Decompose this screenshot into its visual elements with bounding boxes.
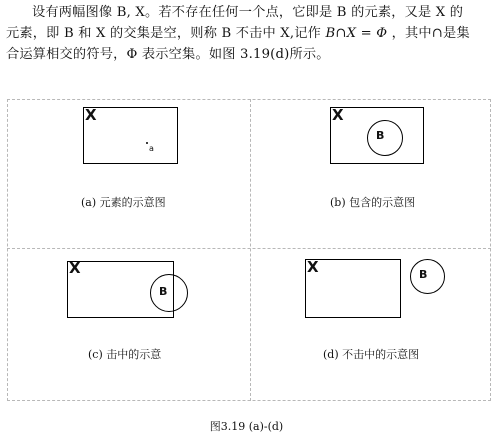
paragraph-line-1	[6, 2, 490, 23]
panel-a-caption: (a) 元素的示意图	[81, 196, 166, 209]
panel-d-caption: (d) 不击中的示意图	[323, 348, 420, 361]
panel-b-caption: (b) 包含的示意图	[330, 196, 416, 209]
panel-d-set-x-label: X	[307, 258, 319, 276]
panel-d-set-b-circle	[410, 259, 445, 294]
paragraph-line-2-tail: ，其中∩是集	[387, 26, 470, 41]
panel-a-set-x-rect	[83, 107, 178, 164]
figure-horizontal-divider	[7, 248, 491, 249]
figure-vertical-divider	[250, 99, 251, 401]
paragraph-line-3	[6, 44, 490, 65]
panel-a-set-x-label: X	[85, 106, 97, 124]
panel-a-point-dot	[146, 142, 148, 144]
paragraph-line-2-text: 元素，即 B 和 X 的交集是空，则称 B 不击中 X,记作	[6, 26, 326, 41]
panel-b-set-x-label: X	[332, 106, 344, 124]
panel-b-set-b-label: B	[376, 129, 385, 142]
panel-b-set-b-circle	[367, 120, 403, 156]
paragraph-line-1-text: 设有两幅图像 B, X。若不存在任何一个点，它即是 B 的元素，又是 X 的	[32, 5, 464, 20]
panel-c-set-x-label: X	[69, 259, 81, 277]
panel-c-set-b-circle	[150, 274, 188, 312]
not-hit-formula: B∩X = Φ	[325, 26, 388, 41]
panel-d-set-x-rect	[305, 259, 401, 318]
paragraph-line-3-text: 合运算相交的符号，Φ 表示空集。如图 3.19(d)所示。	[6, 47, 330, 62]
figure-title: 图3.19 (a)-(d)	[209, 420, 284, 433]
panel-a-point-label: a	[149, 144, 154, 153]
panel-c-caption: (c) 击中的示意	[88, 348, 162, 361]
panel-c-set-b-label: B	[159, 285, 168, 298]
paragraph-line-2	[6, 23, 490, 44]
body-paragraph	[6, 2, 490, 65]
panel-d-set-b-label: B	[419, 268, 428, 281]
